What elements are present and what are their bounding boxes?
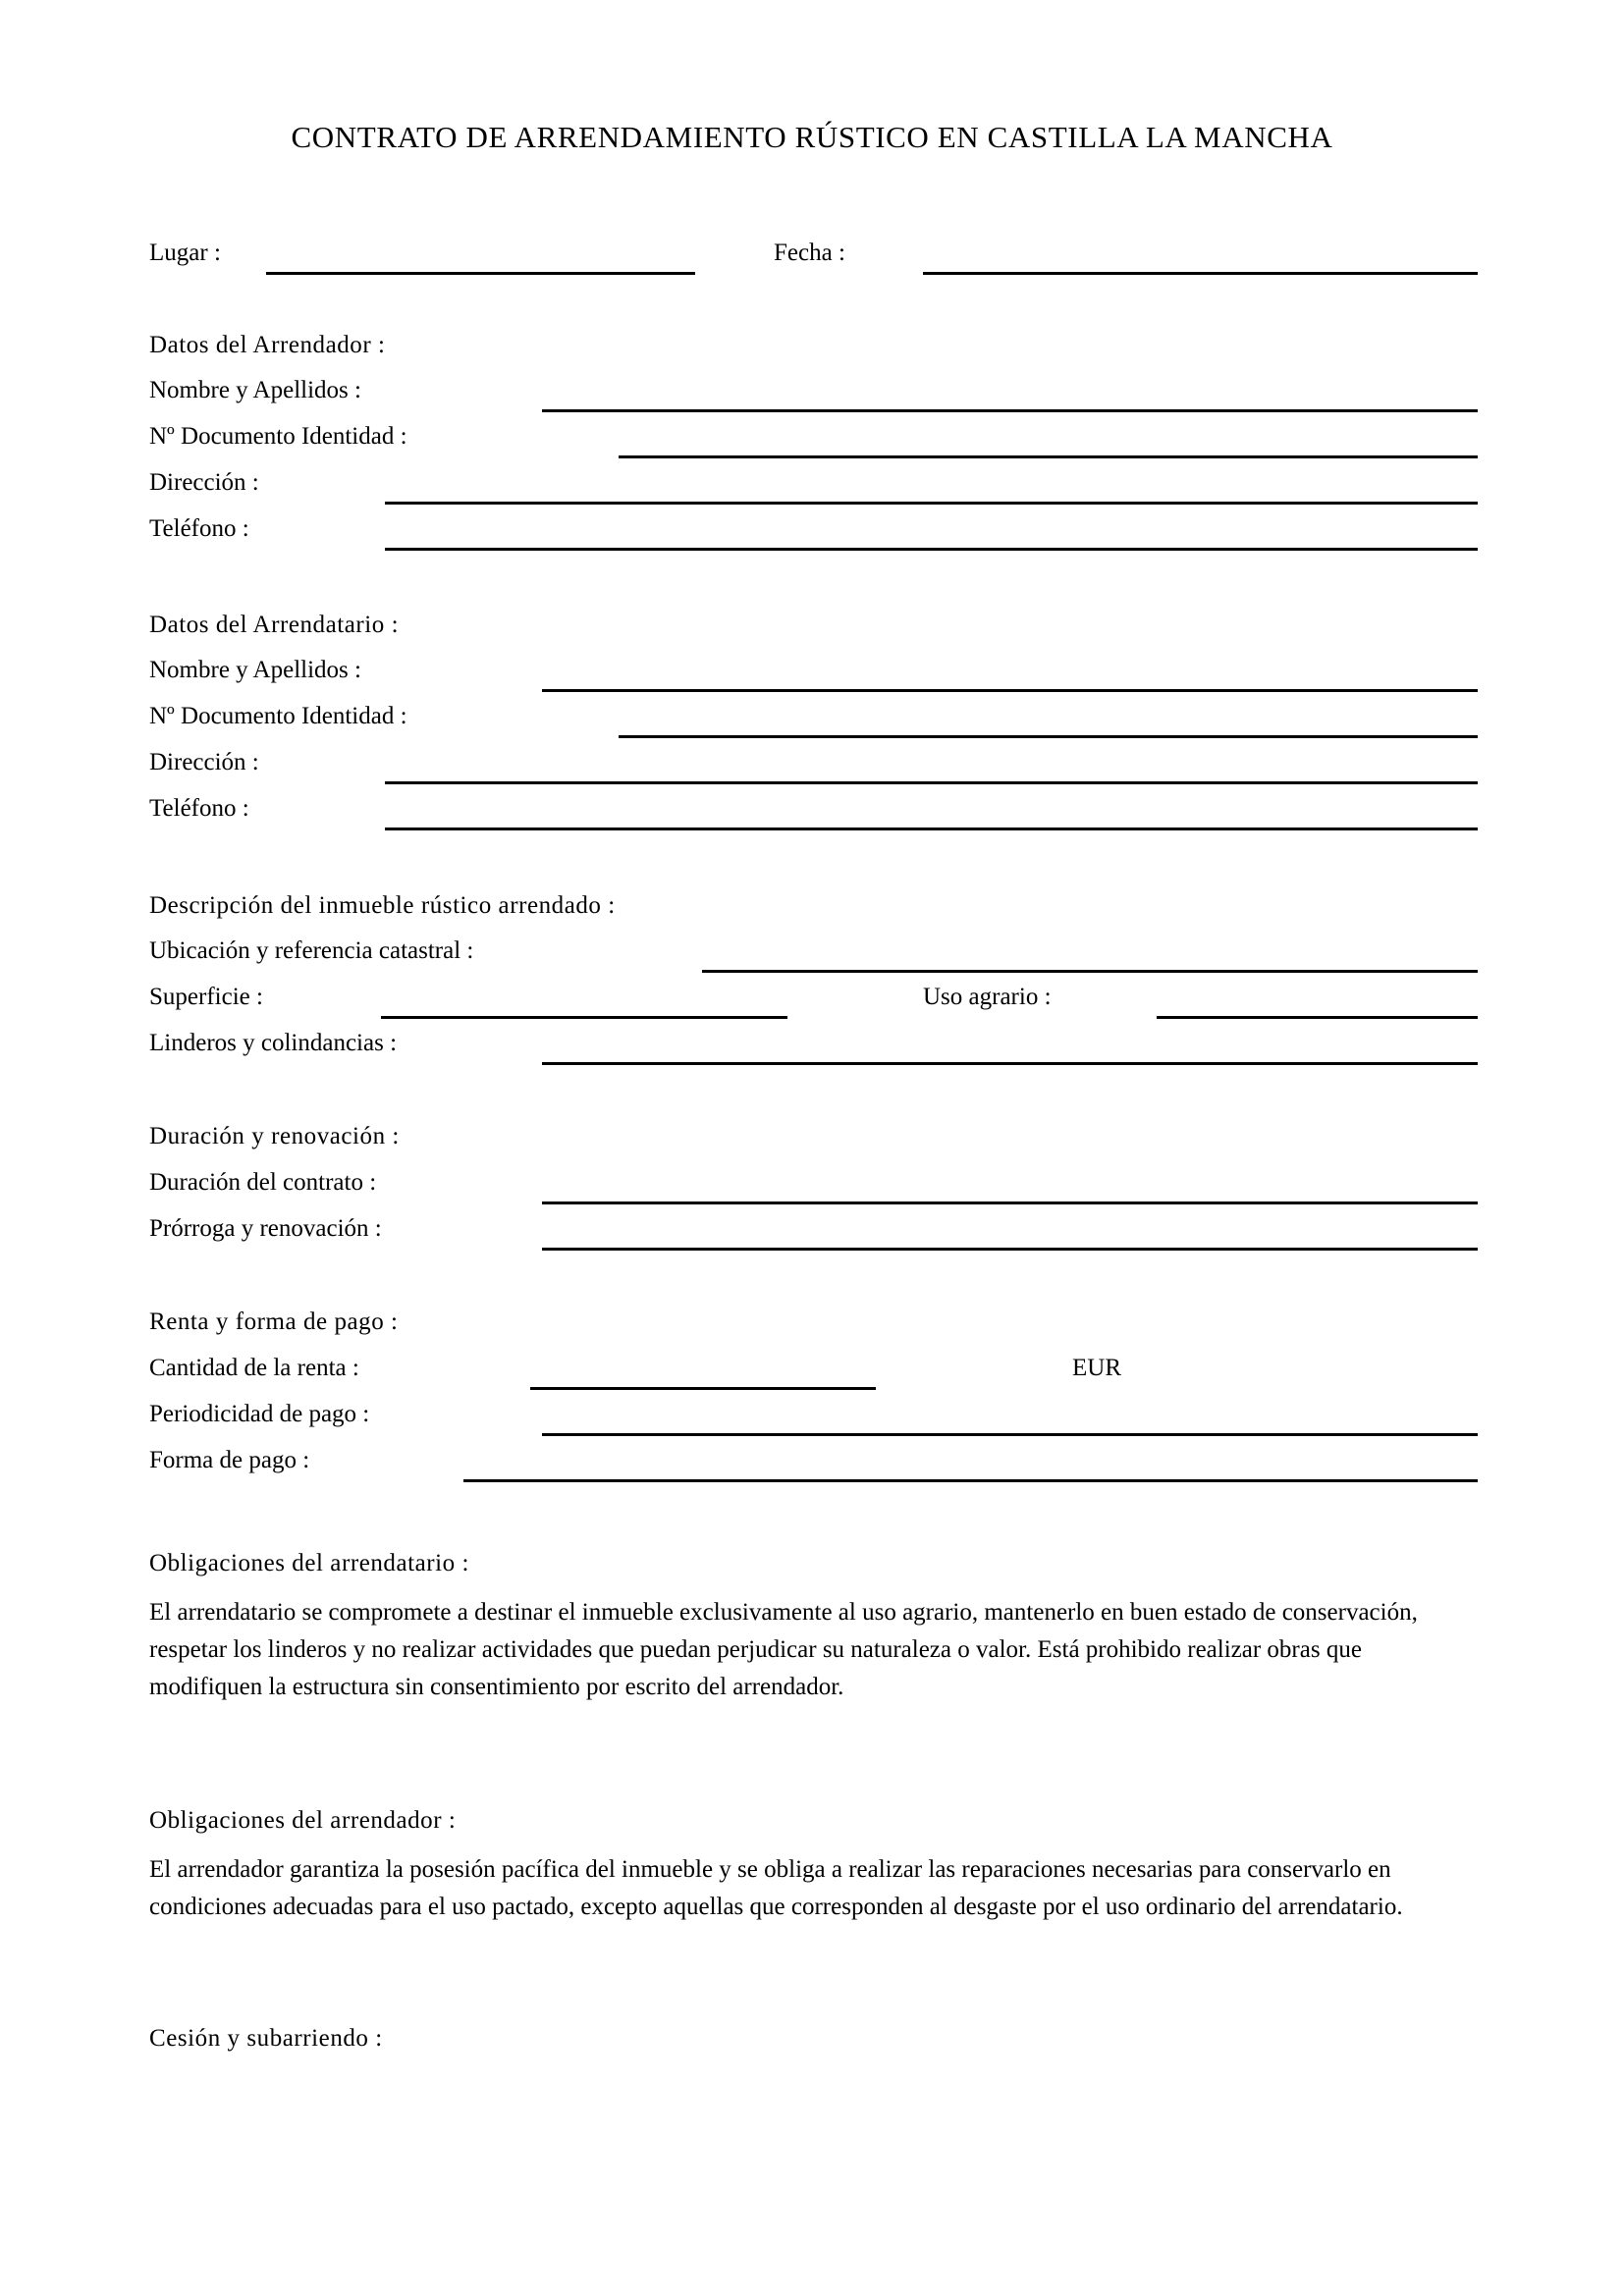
renta-periodicidad-rule[interactable]: [542, 1433, 1478, 1436]
arrendatario-documento-label: Nº Documento Identidad :: [149, 703, 407, 729]
prorroga-label: Prórroga y renovación :: [149, 1215, 382, 1242]
fecha-label: Fecha :: [774, 240, 845, 266]
arrendatario-nombre-rule[interactable]: [542, 689, 1478, 692]
prorroga-rule[interactable]: [542, 1248, 1478, 1251]
arrendador-nombre-rule[interactable]: [542, 409, 1478, 412]
arrendador-documento-rule[interactable]: [619, 455, 1478, 458]
renta-section-label: Renta y forma de pago :: [149, 1308, 399, 1335]
arrendador-telefono-label: Teléfono :: [149, 515, 249, 542]
page-title: CONTRATO DE ARRENDAMIENTO RÚSTICO EN CASTILLA LA MANCHA: [291, 120, 1333, 154]
duracion-contrato-rule[interactable]: [542, 1201, 1478, 1204]
renta-periodicidad-label: Periodicidad de pago :: [149, 1401, 370, 1427]
arrendatario-direccion-label: Dirección :: [149, 749, 259, 775]
arrendador-direccion-label: Dirección :: [149, 469, 259, 496]
inmueble-ubicacion-rule[interactable]: [702, 970, 1478, 973]
arrendatario-section-label: Datos del Arrendatario :: [149, 612, 400, 638]
arrendador-section-label: Datos del Arrendador :: [149, 332, 386, 358]
obligaciones-arrendador-label: Obligaciones del arrendador :: [149, 1807, 457, 1834]
cesion-section-label: Cesión y subarriendo :: [149, 2025, 383, 2052]
arrendatario-direccion-rule[interactable]: [385, 781, 1478, 784]
renta-cantidad-rule[interactable]: [530, 1387, 876, 1390]
renta-currency-label: EUR: [1072, 1355, 1121, 1381]
arrendatario-telefono-rule[interactable]: [385, 828, 1478, 830]
arrendatario-documento-rule[interactable]: [619, 735, 1478, 738]
duracion-contrato-label: Duración del contrato :: [149, 1169, 377, 1196]
lugar-input-rule[interactable]: [266, 272, 695, 275]
inmueble-uso-agrario-label: Uso agrario :: [923, 984, 1052, 1010]
obligaciones-arrendatario-body: El arrendatario se compromete a destinar el inmueble exclusivamente al uso agrario, mantenerlo en buen estado de conservación, respetar los linderos y no realizar actividades que puedan perjudicar su naturaleza o valor. Está prohibido realizar obras que modifiquen la estructura sin consentimiento por escrito del arrendador.: [149, 1599, 1418, 1700]
fecha-input-rule[interactable]: [923, 272, 1478, 275]
renta-cantidad-label: Cantidad de la renta :: [149, 1355, 359, 1381]
arrendador-documento-label: Nº Documento Identidad :: [149, 423, 407, 450]
inmueble-uso-agrario-rule[interactable]: [1157, 1016, 1478, 1019]
arrendador-telefono-rule[interactable]: [385, 548, 1478, 551]
renta-forma-pago-rule[interactable]: [463, 1479, 1478, 1482]
arrendador-direccion-rule[interactable]: [385, 502, 1478, 505]
obligaciones-arrendador-body: El arrendador garantiza la posesión pacífica del inmueble y se obliga a realizar las reparaciones necesarias para conservarlo en condiciones adecuadas para el uso pactado, excepto aquellas que corresponden al desgaste por el uso ordinario del arrendatario.: [149, 1856, 1403, 1920]
duracion-section-label: Duración y renovación :: [149, 1123, 400, 1149]
inmueble-superficie-label: Superficie :: [149, 984, 263, 1010]
arrendador-nombre-label: Nombre y Apellidos :: [149, 377, 361, 403]
inmueble-linderos-rule[interactable]: [542, 1062, 1478, 1065]
inmueble-linderos-label: Linderos y colindancias :: [149, 1030, 398, 1056]
obligaciones-arrendatario-label: Obligaciones del arrendatario :: [149, 1550, 469, 1576]
arrendatario-nombre-label: Nombre y Apellidos :: [149, 657, 361, 683]
arrendatario-telefono-label: Teléfono :: [149, 795, 249, 822]
lugar-label: Lugar :: [149, 240, 221, 266]
inmueble-ubicacion-label: Ubicación y referencia catastral :: [149, 937, 474, 964]
inmueble-superficie-rule[interactable]: [381, 1016, 787, 1019]
renta-forma-pago-label: Forma de pago :: [149, 1447, 310, 1473]
inmueble-section-label: Descripción del inmueble rústico arrendado :: [149, 892, 616, 919]
